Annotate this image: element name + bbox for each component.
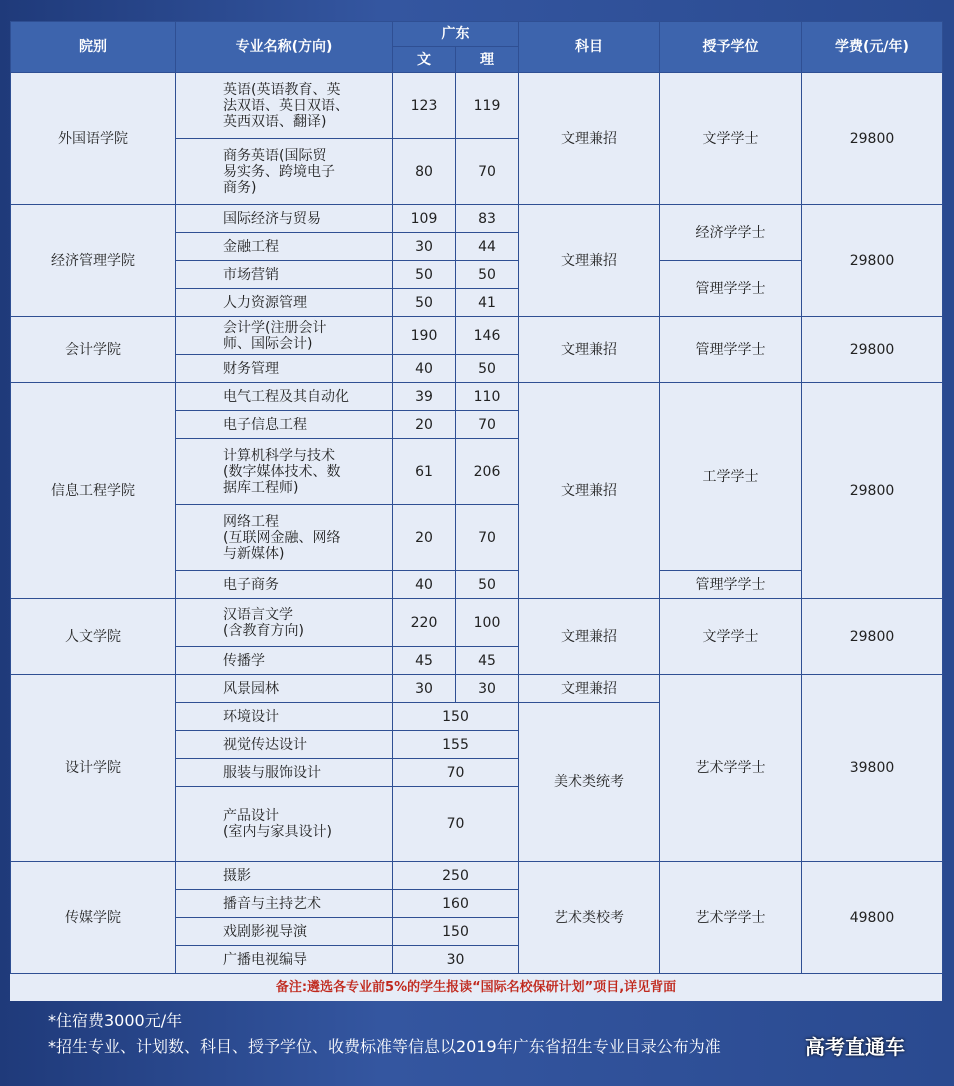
table-row [11, 862, 943, 890]
degree-cell: 工学学士 [660, 383, 802, 571]
note-row: 备注:遴选各专业前5%的学生报读“国际名校保研计划”项目,详见背面 [10, 974, 942, 1001]
col-header-fee: 学费(元/年) [802, 22, 943, 73]
quota-science-cell: 70 [456, 411, 519, 439]
degree-cell: 艺术学学士 [660, 862, 802, 974]
quota-arts-cell: 30 [393, 233, 456, 261]
college-cell: 经济管理学院 [11, 205, 176, 317]
quota-arts-cell: 80 [393, 139, 456, 205]
major-cell: 电子信息工程 [176, 411, 393, 439]
quota-arts-cell: 123 [393, 73, 456, 139]
quota-total-cell: 160 [393, 890, 519, 918]
quota-arts-cell: 40 [393, 571, 456, 599]
quota-arts-cell: 109 [393, 205, 456, 233]
fee-cell: 29800 [802, 317, 943, 383]
quota-arts-cell: 50 [393, 289, 456, 317]
col-header-subject: 科目 [519, 22, 660, 73]
quota-arts-cell: 40 [393, 355, 456, 383]
quota-arts-cell: 220 [393, 599, 456, 647]
subject-cell: 文理兼招 [519, 317, 660, 383]
major-cell: 摄影 [176, 862, 393, 890]
admissions-table [10, 21, 943, 974]
quota-total-cell: 150 [393, 918, 519, 946]
quota-science-cell: 206 [456, 439, 519, 505]
subject-cell: 文理兼招 [519, 73, 660, 205]
degree-cell: 管理学学士 [660, 571, 802, 599]
degree-cell: 文学学士 [660, 73, 802, 205]
major-cell: 环境设计 [176, 703, 393, 731]
quota-science-cell: 44 [456, 233, 519, 261]
major-cell: 网络工程 (互联网金融、网络 与新媒体) [176, 505, 393, 571]
quota-arts-cell: 190 [393, 317, 456, 355]
major-cell: 风景园林 [176, 675, 393, 703]
quota-total-cell: 250 [393, 862, 519, 890]
footer-line-1: *住宿费3000元/年 [48, 1011, 183, 1030]
quota-science-cell: 70 [456, 139, 519, 205]
major-cell: 播音与主持艺术 [176, 890, 393, 918]
quota-science-cell: 41 [456, 289, 519, 317]
degree-cell: 文学学士 [660, 599, 802, 675]
college-cell: 信息工程学院 [11, 383, 176, 599]
major-cell: 电子商务 [176, 571, 393, 599]
quota-science-cell: 50 [456, 355, 519, 383]
major-cell: 广播电视编导 [176, 946, 393, 974]
college-cell: 外国语学院 [11, 73, 176, 205]
fee-cell: 29800 [802, 599, 943, 675]
degree-cell: 管理学学士 [660, 261, 802, 317]
quota-arts-cell: 45 [393, 647, 456, 675]
watermark: 高考直通车 [805, 1035, 905, 1059]
subject-cell: 文理兼招 [519, 205, 660, 317]
major-cell: 视觉传达设计 [176, 731, 393, 759]
quota-science-cell: 100 [456, 599, 519, 647]
quota-total-cell: 155 [393, 731, 519, 759]
col-header-degree: 授予学位 [660, 22, 802, 73]
major-cell: 戏剧影视导演 [176, 918, 393, 946]
major-cell: 汉语言文学 (含教育方向) [176, 599, 393, 647]
table-row [11, 73, 943, 139]
quota-arts-cell: 30 [393, 675, 456, 703]
major-cell: 服装与服饰设计 [176, 759, 393, 787]
subject-cell: 美术类统考 [519, 703, 660, 862]
quota-total-cell: 70 [393, 787, 519, 862]
major-cell: 人力资源管理 [176, 289, 393, 317]
college-cell: 设计学院 [11, 675, 176, 862]
major-cell: 财务管理 [176, 355, 393, 383]
degree-cell: 经济学学士 [660, 205, 802, 261]
fee-cell: 29800 [802, 205, 943, 317]
quota-arts-cell: 61 [393, 439, 456, 505]
quota-science-cell: 110 [456, 383, 519, 411]
quota-arts-cell: 20 [393, 411, 456, 439]
fee-cell: 29800 [802, 383, 943, 599]
table-row [11, 599, 943, 647]
quota-science-cell: 30 [456, 675, 519, 703]
quota-total-cell: 70 [393, 759, 519, 787]
major-cell: 电气工程及其自动化 [176, 383, 393, 411]
major-cell: 会计学(注册会计 师、国际会计) [176, 317, 393, 355]
col-header-science: 理 [456, 47, 519, 73]
major-cell: 英语(英语教育、英 法双语、英日双语、 英西双语、翻译) [176, 73, 393, 139]
quota-science-cell: 50 [456, 261, 519, 289]
subject-cell: 文理兼招 [519, 675, 660, 703]
major-cell: 计算机科学与技术 (数字媒体技术、数 据库工程师) [176, 439, 393, 505]
college-cell: 会计学院 [11, 317, 176, 383]
degree-cell: 管理学学士 [660, 317, 802, 383]
footer-line-2: *招生专业、计划数、科目、授予学位、收费标准等信息以2019年广东省招生专业目录公布为准 [48, 1037, 721, 1056]
quota-science-cell: 45 [456, 647, 519, 675]
major-cell: 市场营销 [176, 261, 393, 289]
quota-arts-cell: 39 [393, 383, 456, 411]
fee-cell: 39800 [802, 675, 943, 862]
subject-cell: 文理兼招 [519, 599, 660, 675]
subject-cell: 文理兼招 [519, 383, 660, 599]
major-cell: 商务英语(国际贸 易实务、跨境电子 商务) [176, 139, 393, 205]
major-cell: 传播学 [176, 647, 393, 675]
col-header-college: 院别 [11, 22, 176, 73]
quota-science-cell: 50 [456, 571, 519, 599]
table-row [11, 675, 943, 703]
major-cell: 产品设计 (室内与家具设计) [176, 787, 393, 862]
quota-arts-cell: 20 [393, 505, 456, 571]
major-cell: 金融工程 [176, 233, 393, 261]
quota-science-cell: 70 [456, 505, 519, 571]
fee-cell: 49800 [802, 862, 943, 974]
quota-science-cell: 119 [456, 73, 519, 139]
quota-arts-cell: 50 [393, 261, 456, 289]
quota-total-cell: 30 [393, 946, 519, 974]
quota-science-cell: 146 [456, 317, 519, 355]
degree-cell: 艺术学学士 [660, 675, 802, 862]
subject-cell: 艺术类校考 [519, 862, 660, 974]
table-row [11, 383, 943, 411]
quota-science-cell: 83 [456, 205, 519, 233]
col-header-arts: 文 [393, 47, 456, 73]
table-row [11, 317, 943, 355]
col-header-major: 专业名称(方向) [176, 22, 393, 73]
major-cell: 国际经济与贸易 [176, 205, 393, 233]
col-header-province: 广东 [393, 22, 519, 47]
fee-cell: 29800 [802, 73, 943, 205]
college-cell: 人文学院 [11, 599, 176, 675]
table-row [11, 205, 943, 233]
quota-total-cell: 150 [393, 703, 519, 731]
college-cell: 传媒学院 [11, 862, 176, 974]
